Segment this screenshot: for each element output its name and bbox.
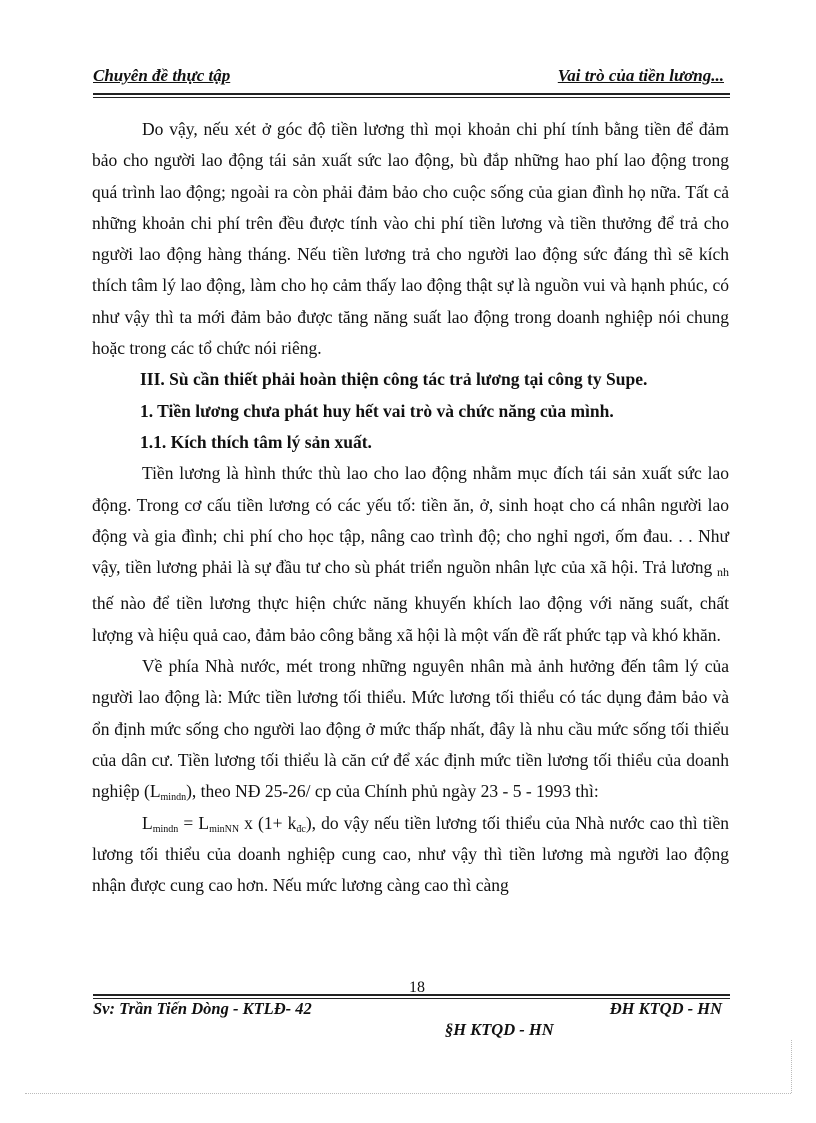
paragraph-2 bbox=[92, 458, 729, 651]
paragraph-1: Do vậy, nếu xét ở góc độ tiền lương thì mọi khoản chi phí tính bằng tiền để đảm bảo cho người lao động tái sản xuất sức lao động, bù đắp những hao phí lao động trong quá trình lao động; ngoài ra còn phải đảm bảo cho cuộc sống của gian đình họ nữa. Tất cả những khoản chi phí trên đều được tính vào chi phí tiền lương và tiền thưởng để trả cho người lao động hàng tháng. Nếu tiền lương trả cho người lao động sức đáng thì sẽ kích thích tâm lý lao động, làm cho họ cảm thấy lao động thật sự là nguồn vui và hạnh phúc, có như vậy thì ta mới đảm bảo được tăng năng suất lao động trong doanh nghiệp nói chung hoặc trong các tổ chức nói riêng. bbox=[92, 119, 729, 359]
paragraph-2-part-a: Tiền lương là hình thức thù lao cho lao động nhằm mục đích tái sản xuất sức lao động. Trong cơ cấu tiền lương có các yếu tố: tiền ăn, ở, sinh hoạt cho cá nhân người lao động và gia đình; chi phí cho học tập, nâng cao trình độ; cho nghỉ ngơi, ốm đau. . . Như vậy, tiền lương phải là sự đầu tư cho sù phát triển nguồn nhân lực của xã hội. Trả lương bbox=[92, 463, 729, 578]
formula-sub-mindn: mindn bbox=[152, 823, 179, 835]
paragraph-2-fragment: nh bbox=[717, 565, 729, 580]
paragraph-3 bbox=[92, 651, 729, 807]
section-heading-iii: III. Sù cần thiết phải hoàn thiện công tác trả lương tại công ty Supe. bbox=[140, 369, 648, 390]
formula-sub-minnn: minNN bbox=[209, 823, 240, 835]
header-right-title: Vai trò của tiền lương... bbox=[557, 66, 724, 85]
formula-l: L bbox=[142, 812, 153, 833]
formula-equals: = L bbox=[178, 812, 210, 833]
formula-multiplier: x (1+ k bbox=[239, 812, 297, 833]
paragraph-3-part-a: Về phía Nhà nước, mét trong những nguyên nhân mà ảnh hưởng đến tâm lý của người lao động là: Mức tiền lương tối thiểu. Mức lương tối thiểu có tác dụng đảm bảo và ổn định mức sống cho người lao động ở mức thấp nhất, đây là nhu cầu mức sống tối thiểu của dân cư. Tiền lương tối thiểu là căn cứ để xác định mức tiền lương tối thiểu của doanh nghiệp (L bbox=[92, 656, 729, 802]
header-rule bbox=[93, 93, 730, 95]
page-number: 18 bbox=[409, 979, 425, 996]
page-header bbox=[93, 66, 730, 92]
page-border-right bbox=[791, 1040, 792, 1093]
formula-paragraph bbox=[92, 808, 729, 902]
subscript-mindn: mindn bbox=[160, 792, 187, 804]
formula-sub-dc: đc bbox=[296, 823, 306, 835]
page-border-bottom bbox=[25, 1093, 791, 1094]
footer-university-duplicate: §H KTQD - HN bbox=[445, 1020, 554, 1039]
footer-university: ĐH KTQD - HN bbox=[609, 999, 722, 1018]
header-rule-thin bbox=[93, 97, 730, 98]
paragraph-3-part-b: ), theo NĐ 25-26/ cp của Chính phủ ngày 23 - 5 - 1993 thì: bbox=[186, 781, 599, 802]
header-left-title: Chuyên đề thực tập bbox=[93, 66, 231, 85]
paragraph-2-part-b: thế nào để tiền lương thực hiện chức năng khuyến khích lao động với năng suất, chất lượng và hiệu quả cao, đảm bảo công bằng xã hội là một vấn đề rất phức tạp và khó khăn. bbox=[92, 593, 729, 645]
subsection-heading-1-1: 1.1. Kích thích tâm lý sản xuất. bbox=[140, 431, 372, 452]
footer-student: Sv: Trần Tiến Dòng - KTLĐ- 42 bbox=[93, 999, 312, 1018]
footer-rule bbox=[93, 994, 730, 996]
subsection-heading-1: 1. Tiền lương chưa phát huy hết vai trò và chức năng của mình. bbox=[140, 400, 614, 421]
document-body bbox=[92, 114, 729, 901]
formula-paragraph-text: ), do vậy nếu tiền lương tối thiểu của Nhà nước cao thì tiền lương tối thiểu của doanh nghiệp cung cao, như vậy thì tiền lương mà người lao động nhận được cung cao hơn. Nếu mức lương càng cao thì càng bbox=[92, 812, 730, 896]
